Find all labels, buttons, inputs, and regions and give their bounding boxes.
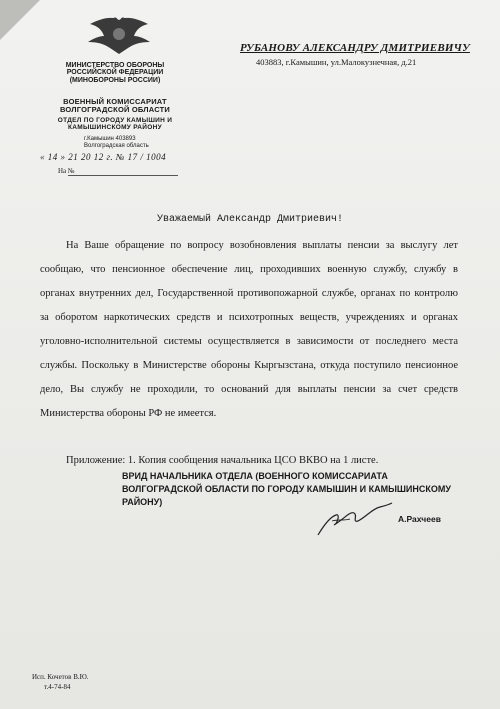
date-number-line: « 14 » 21 20 12 г. № 17 / 1004	[40, 152, 167, 162]
body-paragraph: На Ваше обращение по вопросу возобновления выплаты пенсии за выслугу лет сообщаю, что пенсионное обеспечение лиц, проходивших военную службу, службу в органах внутренних дел, Государственной противопожарной службе, органах по контролю за оборотом наркотических средств и психотропных веществ, учреждениях и органах уголовно-исполнительной системы осуществляется в зависимости от последнего места службы. Поскольку в Министерстве обороны Кыргызстана, откуда поступило пенсионное дело, Вы службу не проходили, то оснований для выплаты пенсии за счет средств Министерства обороны РФ не имеется.	[40, 240, 458, 419]
folded-corner	[0, 0, 40, 40]
ministry-name: МИНИСТЕРСТВО ОБОРОНЫ РОССИЙСКОЙ ФЕДЕРАЦИИ (МИНОБОРОНЫ РОССИИ)	[65, 62, 165, 84]
signatory-title: ВРИД НАЧАЛЬНИКА ОТДЕЛА (ВОЕННОГО КОМИССАРИАТА ВОЛГОГРАДСКОЙ ОБЛАСТИ ПО ГОРОДУ КАМЫШИН И КАМЫШИНСКОМУ РАЙОНУ)	[122, 471, 451, 507]
signatory-name: А.Рахчеев	[398, 514, 441, 524]
department-name: ОТДЕЛ ПО ГОРОДУ КАМЫШИН И КАМЫШИНСКОМУ РАЙОНУ	[57, 117, 173, 131]
executor-phone: т.4-74-84	[44, 683, 71, 691]
double-headed-eagle-emblem-icon	[84, 14, 154, 58]
recipient-name: РУБАНОВУ АЛЕКСАНДРУ ДМИТРИЕВИЧУ	[240, 42, 470, 54]
reference-number-line: На №	[58, 167, 75, 175]
sender-address-line2: Волгоградская область	[84, 143, 149, 149]
handwritten-signature-icon	[314, 495, 394, 539]
commissariat-name: ВОЕННЫЙ КОМИССАРИАТ ВОЛГОГРАДСКОЙ ОБЛАСТИ	[60, 97, 170, 114]
appendix-line: Приложение: 1. Копия сообщения начальника ЦСО ВКВО на 1 листе.	[66, 455, 379, 466]
executor-name: Исп. Кочетов В.Ю.	[32, 673, 89, 681]
sender-address-line1: г.Камышин 403893	[84, 136, 136, 142]
greeting: Уважаемый Александр Дмитриевич!	[156, 214, 344, 225]
letter-body	[40, 234, 458, 426]
recipient-address: 403883, г.Камышин, ул.Малокузнечная, д.21	[256, 57, 417, 67]
